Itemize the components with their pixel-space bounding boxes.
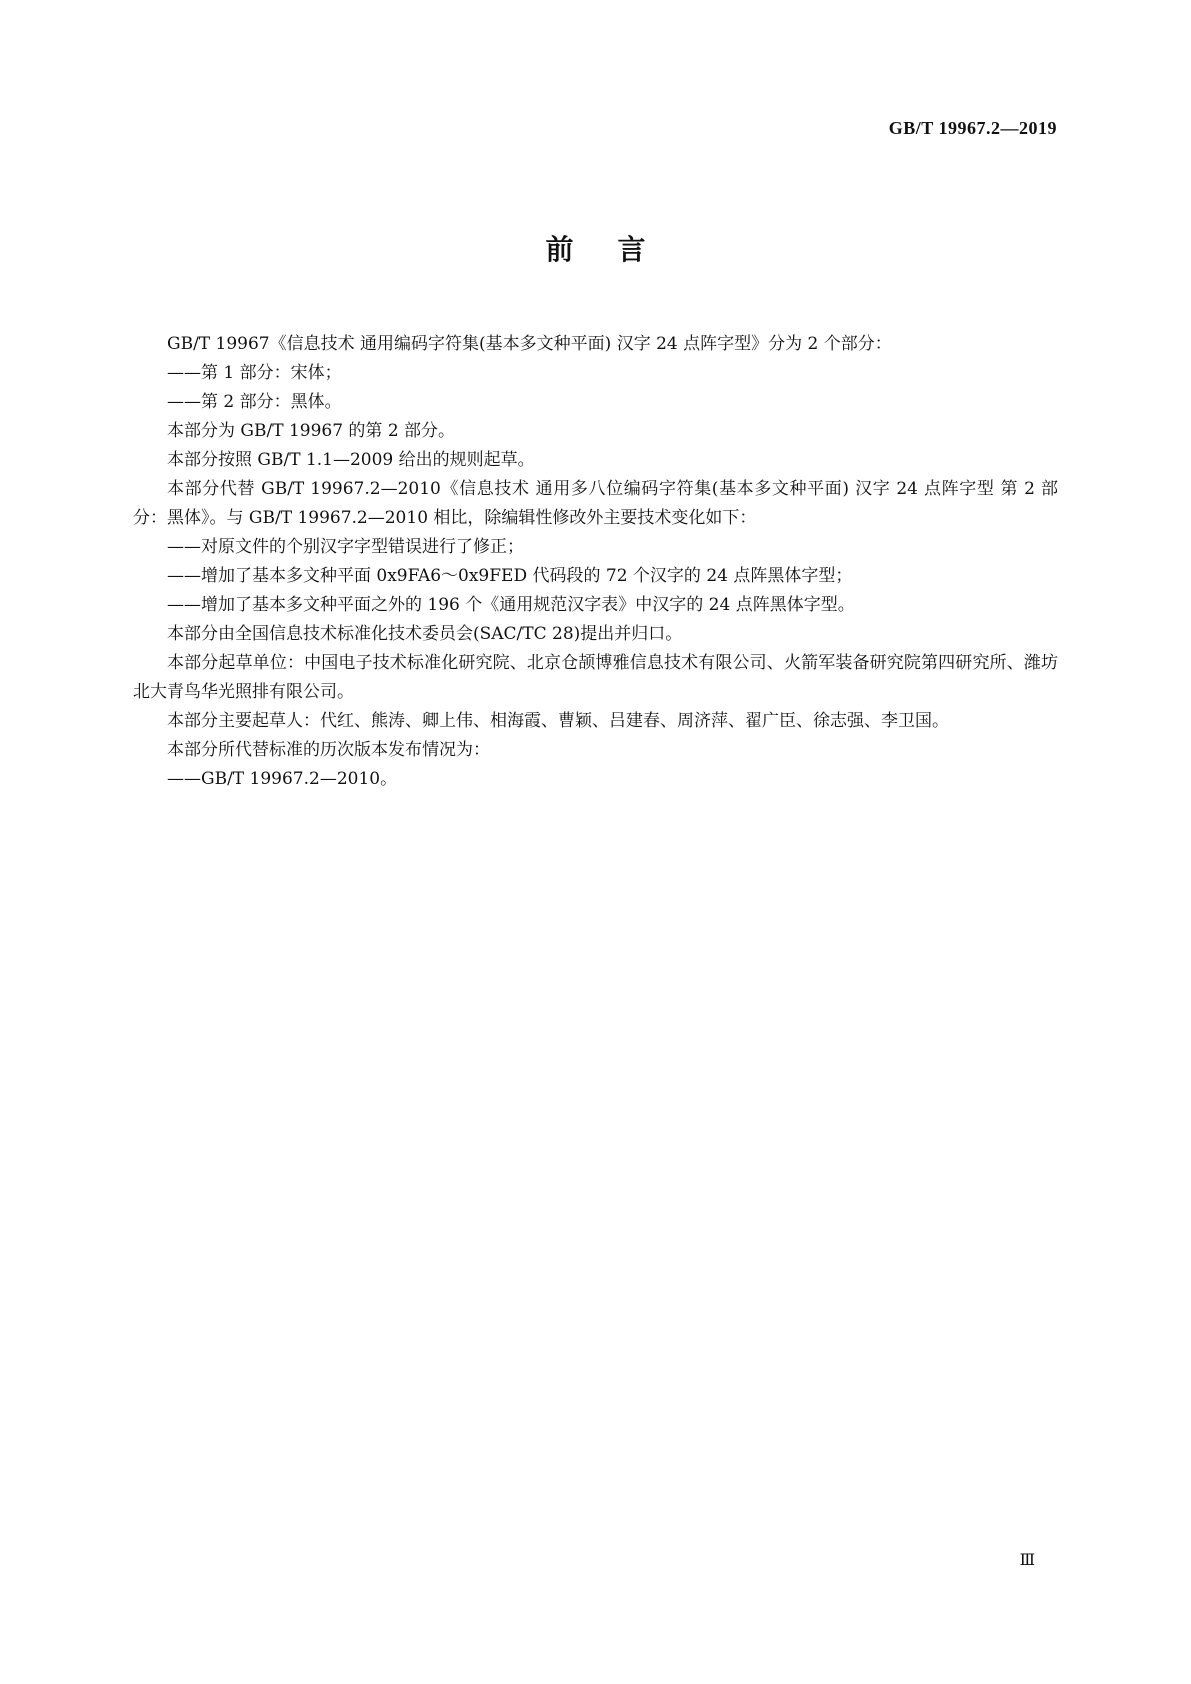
list-item-change-1: ——对原文件的个别汉字字型错误进行了修正； xyxy=(167,537,524,557)
list-item-previous-version: ——GB/T 19967.2—2010。 xyxy=(167,769,398,789)
paragraph-version-history: 本部分所代替标准的历次版本发布情况为： xyxy=(167,740,490,760)
paragraph-part-statement: 本部分为 GB/T 19967 的第 2 部分。 xyxy=(167,421,456,441)
list-item-change-2: ——增加了基本多文种平面 0x9FA6～0x9FED 代码段的 72 个汉字的 24 点阵黑体字型； xyxy=(167,566,853,586)
page-number: Ⅲ xyxy=(1019,1552,1035,1569)
paragraph-drafting-rules: 本部分按照 GB/T 1.1—2009 给出的规则起草。 xyxy=(167,450,535,470)
paragraph-drafting-units: 本部分起草单位：中国电子技术标准化研究院、北京仓颉博雅信息技术有限公司、火箭军装备研究院第四研究所、潍坊北大青鸟华光照排有限公司。 xyxy=(133,653,1058,702)
document-code: GB/T 19967.2—2019 xyxy=(888,118,1057,138)
list-item-part-1: ——第 1 部分：宋体； xyxy=(167,363,342,383)
page-title: 前言 xyxy=(545,233,690,266)
list-item-change-3: ——增加了基本多文种平面之外的 196 个《通用规范汉字表》中汉字的 24 点阵黑体字型。 xyxy=(167,595,855,615)
list-item-part-2: ——第 2 部分：黑体。 xyxy=(167,392,342,412)
paragraph-drafters: 本部分主要起草人：代红、熊涛、卿上伟、相海霞、曹颖、吕建春、周济萍、翟广臣、徐志强、李卫国。 xyxy=(167,711,949,731)
foreword-body xyxy=(133,330,1058,794)
paragraph-replacement: 本部分代替 GB/T 19967.2—2010《信息技术 通用多八位编码字符集(基本多文种平面) 汉字 24 点阵字型 第 2 部分：黑体》。与 GB/T 19967.2—2010 相比，除编辑性修改外主要技术变化如下： xyxy=(133,479,1058,528)
paragraph-proposer: 本部分由全国信息技术标准化技术委员会(SAC/TC 28)提出并归口。 xyxy=(167,624,683,644)
paragraph-parts-intro: GB/T 19967《信息技术 通用编码字符集(基本多文种平面) 汉字 24 点阵字型》分为 2 个部分： xyxy=(167,334,892,354)
